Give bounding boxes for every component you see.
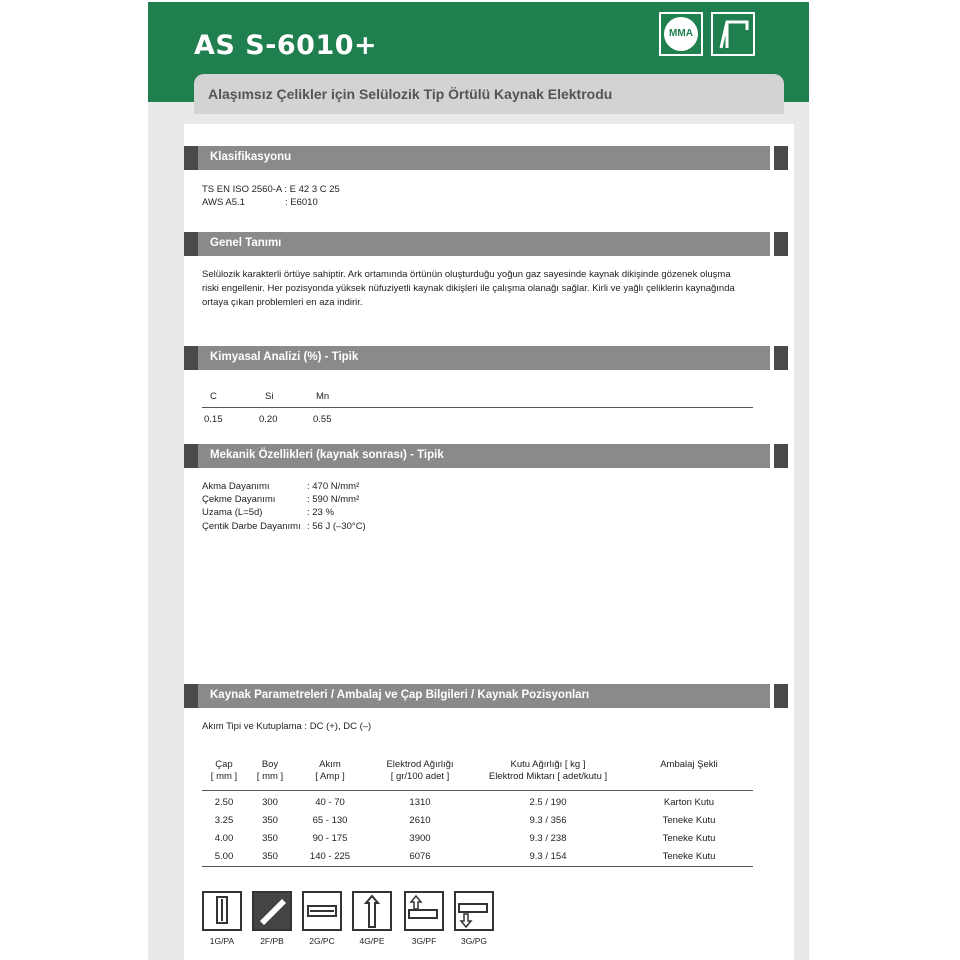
cell-box: 2.5 / 190 xyxy=(529,797,567,808)
cell-box: 9.3 / 238 xyxy=(529,833,567,844)
cell-current: 90 - 175 xyxy=(312,833,348,844)
mma-badge xyxy=(659,12,703,56)
cell-length: 300 xyxy=(262,797,278,808)
mech-label-elongation: Uzama (L=5d) xyxy=(202,507,263,518)
cell-box: 9.3 / 356 xyxy=(529,815,567,826)
mech-label-tensile: Çekme Dayanımı xyxy=(202,494,276,505)
header-line: Kutu Ağırlığı [ kg ] xyxy=(510,759,586,770)
section-classification xyxy=(184,146,770,170)
cell-diameter: 3.25 xyxy=(214,815,234,826)
section-title: Klasifikasyonu xyxy=(210,151,292,163)
cell-current: 40 - 70 xyxy=(315,797,345,808)
chem-value-si: 0.20 xyxy=(259,414,278,425)
datasheet xyxy=(148,2,809,960)
position-label-2g: 2G/PC xyxy=(309,936,335,946)
vertical-up-weld-icon xyxy=(404,891,444,931)
cell-length: 350 xyxy=(262,851,278,862)
cell-box: 9.3 / 154 xyxy=(529,851,567,862)
header-line: Akım xyxy=(319,759,341,770)
header-line: [ mm ] xyxy=(256,771,284,782)
cell-weight: 3900 xyxy=(409,833,431,844)
classification-line-2: AWS A5.1 xyxy=(202,197,245,208)
overhead-weld-icon xyxy=(352,891,392,931)
classification-line-1: TS EN ISO 2560-A : E 42 3 C 25 xyxy=(202,184,340,195)
chem-value-mn: 0.55 xyxy=(313,414,332,425)
cell-weight: 2610 xyxy=(409,815,431,826)
content-area xyxy=(184,124,794,960)
cell-package: Karton Kutu xyxy=(663,797,715,808)
position-label-3g-pf: 3G/PF xyxy=(411,936,437,946)
chem-header-si: Si xyxy=(265,391,274,402)
col-header-diameter xyxy=(202,759,246,783)
product-title: AS S-6010+ xyxy=(194,30,378,61)
cell-current: 65 - 130 xyxy=(312,815,348,826)
section-title: Mekanik Özellikleri (kaynak sonrası) - Tipik xyxy=(210,449,444,461)
mech-label-impact: Çentik Darbe Dayanımı xyxy=(202,521,301,532)
welding-torch-icon xyxy=(713,14,753,54)
chem-header-c: C xyxy=(210,391,217,402)
cell-length: 350 xyxy=(262,833,278,844)
mma-icon: MMA xyxy=(664,17,698,51)
header-line: Elektrod Miktarı [ adet/kutu ] xyxy=(488,771,608,782)
fillet-weld-icon xyxy=(252,891,292,931)
mech-value-tensile: : 590 N/mm² xyxy=(307,494,360,505)
torch-badge xyxy=(711,12,755,56)
flat-weld-icon xyxy=(202,891,242,931)
section-title: Kimyasal Analizi (%) - Tipik xyxy=(210,351,359,363)
general-line-2: riski engellenir. Her pozisyonda yüksek nüfuziyetli kaynak dikişleri ile çalışma olanağı sağlar. Kirli ve yağlı çeliklerin kaynağında xyxy=(202,283,735,294)
col-header-length xyxy=(250,759,290,783)
header-line: [ Amp ] xyxy=(315,771,345,782)
chem-header-mn: Mn xyxy=(316,391,330,402)
cell-diameter: 4.00 xyxy=(214,833,234,844)
cell-package: Teneke Kutu xyxy=(662,851,716,862)
mech-value-elongation: : 23 % xyxy=(307,507,334,518)
section-title: Genel Tanımı xyxy=(210,237,282,249)
col-header-current xyxy=(300,759,360,783)
position-label-3g-pg: 3G/PG xyxy=(461,936,487,946)
chem-divider xyxy=(202,407,753,408)
col-header-weight xyxy=(370,759,470,783)
product-subtitle: Alaşımsız Çelikler için Selülozik Tip Örtülü Kaynak Elektrodu xyxy=(208,86,613,102)
horizontal-weld-icon xyxy=(302,891,342,931)
position-label-2f: 2F/PB xyxy=(260,936,284,946)
cell-current: 140 - 225 xyxy=(309,851,351,862)
cell-length: 350 xyxy=(262,815,278,826)
mech-value-impact: : 56 J (–30°C) xyxy=(307,521,366,532)
position-label-4g: 4G/PE xyxy=(359,936,385,946)
header-line: [ mm ] xyxy=(210,771,238,782)
header-line: Ambalaj Şekli xyxy=(660,759,718,770)
classification-line-3: : E6010 xyxy=(285,197,318,208)
section-parameters xyxy=(184,684,770,708)
section-mechanical xyxy=(184,444,770,468)
section-title: Kaynak Parametreleri / Ambalaj ve Çap Bilgileri / Kaynak Pozisyonları xyxy=(210,689,590,701)
chem-value-c: 0.15 xyxy=(204,414,223,425)
mech-label-yield: Akma Dayanımı xyxy=(202,481,270,492)
vertical-down-weld-icon xyxy=(454,891,494,931)
general-line-3: ortaya çıkan problemleri en aza indirir. xyxy=(202,297,363,308)
section-general xyxy=(184,232,770,256)
current-type: Akım Tipi ve Kutuplama : DC (+), DC (–) xyxy=(202,721,372,732)
table-divider-top xyxy=(202,790,753,791)
col-header-box xyxy=(466,759,630,783)
header-line: [ gr/100 adet ] xyxy=(390,771,450,782)
general-line-1: Selülozik karakterli örtüye sahiptir. Ark ortamında örtünün oluşturduğu yoğun gaz sayesinde kaynak dikişinde gözenek oluşma xyxy=(202,269,731,280)
cell-package: Teneke Kutu xyxy=(662,815,716,826)
cell-diameter: 5.00 xyxy=(214,851,234,862)
table-divider-bottom xyxy=(202,866,753,867)
header-line: Çap xyxy=(215,759,233,770)
cell-weight: 6076 xyxy=(409,851,431,862)
position-label-1g: 1G/PA xyxy=(209,936,235,946)
cell-package: Teneke Kutu xyxy=(662,833,716,844)
section-chemical xyxy=(184,346,770,370)
header-line: Boy xyxy=(261,759,279,770)
mech-value-yield: : 470 N/mm² xyxy=(307,481,360,492)
col-header-package xyxy=(634,759,744,771)
cell-weight: 1310 xyxy=(409,797,431,808)
header-line: Elektrod Ağırlığı xyxy=(386,759,454,770)
cell-diameter: 2.50 xyxy=(214,797,234,808)
